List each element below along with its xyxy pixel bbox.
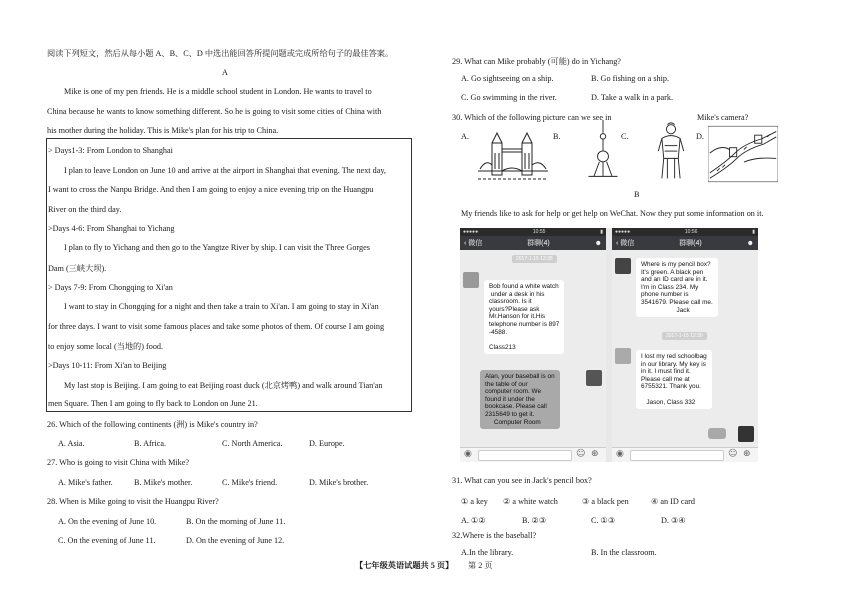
- q30-option-a[interactable]: A.: [461, 132, 469, 141]
- question-31: 31. What can you see in Jack's pencil box?: [452, 476, 592, 485]
- message-input[interactable]: [630, 450, 724, 461]
- emoji-icon[interactable]: ☺: [728, 449, 738, 459]
- message-input[interactable]: [478, 450, 572, 461]
- question-27: 27. Who is going to visit China with Mike?: [47, 458, 189, 467]
- q32-option-a[interactable]: A.In the library.: [461, 548, 514, 557]
- q31-option-a[interactable]: A. ①②: [461, 516, 486, 525]
- q26-option-d[interactable]: D. Europe.: [309, 439, 345, 448]
- status-bar: ●●●●● 10:56 ▮: [612, 228, 758, 236]
- plan-line: I plan to fly to Yichang and then go to the Yangtze River by ship. I can visit the Three Gorges: [64, 243, 370, 252]
- instructions: 阅读下列短文，然后从每小题 A、B、C、D 中选出能回答所提问题或完成所给句子的最佳答案。: [47, 49, 394, 58]
- plan-line: I want to stay in Chongqing for a night and then take a train to Xi'an. I am going to stay in Xi'an: [64, 302, 379, 311]
- wechat-screenshots: [460, 228, 758, 462]
- plus-icon[interactable]: ⊕: [591, 449, 599, 459]
- q26-option-a[interactable]: A. Asia.: [58, 439, 85, 448]
- q32-option-b[interactable]: B. In the classroom.: [591, 548, 657, 557]
- q31-item-1: ① a key: [461, 497, 488, 506]
- plan-heading-4: >Days 10-11: From Xi'an to Beijing: [48, 361, 167, 370]
- intro-line-1: Mike is one of my pen friends. He is a middle school student in London. He wants to travel to: [64, 87, 372, 96]
- message-jason-schoolbag[interactable]: I lost my red schoolbag in our library. My key is in it. I must find it. Please call me at 6755321. Thank you. Jason, Class 332: [636, 350, 712, 409]
- section-b-label: B: [634, 190, 640, 199]
- plan-heading-1: > Days1-3: From London to Shanghai: [48, 146, 173, 155]
- timestamp: 2017-1-15 12:30: [662, 332, 707, 340]
- pearl-tower-picture[interactable]: [568, 120, 638, 180]
- input-bar: [612, 447, 758, 462]
- question-30: 30. Which of the following picture can we see in: [452, 113, 612, 122]
- avatar[interactable]: [615, 258, 631, 274]
- q29-option-a[interactable]: A. Go sightseeing on a ship.: [461, 74, 554, 83]
- back-label: 微信: [620, 240, 635, 247]
- plan-line: My last stop is Beijing. I am going to eat Beijing roast duck (北京烤鸭) and walk around Tian'an: [64, 381, 383, 390]
- tower-bridge-picture[interactable]: [478, 128, 548, 188]
- q29-option-b[interactable]: B. Go fishing on a ship.: [591, 74, 670, 83]
- question-28: 28. When is Mike going to visit the Huangpu River?: [47, 497, 219, 506]
- q28-option-b[interactable]: B. On the morning of June 11.: [186, 517, 286, 526]
- voice-message[interactable]: [708, 428, 726, 439]
- nav-bar: [460, 236, 606, 250]
- q31-item-2: ② a white watch: [503, 497, 558, 506]
- status-bar: ●●●●● 10:55 ▮: [460, 228, 606, 236]
- q29-option-c[interactable]: C. Go swimming in the river.: [461, 93, 557, 102]
- intro-line-2: China because he wants to know something different. So he is going to visit some cities of China with: [47, 107, 382, 116]
- great-wall-picture[interactable]: [708, 124, 778, 184]
- plan-line: I want to cross the Nanpu Bridge. And then I am going to enjoy a nice evening trip on the Huangpu: [48, 185, 374, 194]
- question-26: 26. Which of the following continents (洲) is Mike's country in?: [47, 420, 258, 429]
- group-title: 群聊(4): [527, 240, 550, 247]
- emoji-icon[interactable]: ☺: [576, 449, 586, 459]
- plan-heading-3: > Days 7-9: From Chongqing to Xi'an: [48, 283, 173, 292]
- q31-item-3: ③ a black pen: [582, 497, 629, 506]
- q29-option-d[interactable]: D. Take a walk in a park.: [591, 93, 674, 102]
- intro-line-3: his mother during the holiday. This is Mike's plan for his trip to China.: [47, 126, 279, 135]
- q27-option-b[interactable]: B. Mike's mother.: [134, 478, 193, 487]
- timestamp: 2017-1-15 12:35: [512, 255, 557, 263]
- footer-title: 【七年级英语试题共 5 页】: [355, 561, 454, 570]
- q31-option-d[interactable]: D. ③④: [661, 516, 686, 525]
- plan-line: River on the third day.: [48, 205, 122, 214]
- plan-line: Dam (三峡大坝).: [48, 264, 107, 273]
- q30-option-d[interactable]: D.: [696, 132, 704, 141]
- back-button[interactable]: ‹ 微信: [616, 240, 635, 247]
- group-title: 群聊(4): [679, 240, 702, 247]
- plan-line: men Square. Then I am going to fly back to London on June 21.: [48, 399, 258, 408]
- section-a-label: A: [222, 68, 228, 77]
- q30-option-b[interactable]: B.: [553, 132, 561, 141]
- avatar[interactable]: [586, 370, 602, 386]
- plan-heading-2: >Days 4-6: From Shanghai to Yichang: [48, 224, 175, 233]
- plan-line: for three days. I want to visit some famous places and take some photos of them. Of course I am going: [48, 322, 385, 331]
- group-info-icon[interactable]: ☻: [594, 239, 602, 247]
- nav-bar: [612, 236, 758, 250]
- avatar[interactable]: [738, 426, 754, 442]
- q28-option-d[interactable]: D. On the evening of June 12.: [186, 536, 285, 545]
- message-alan-baseball[interactable]: Alan, your baseball is on the table of our computer room. We found it under the bookcase. Please call 2315649 to get it. Computer Room: [480, 370, 560, 429]
- q27-option-a[interactable]: A. Mike's father.: [58, 478, 113, 487]
- group-info-icon[interactable]: ☻: [746, 239, 754, 247]
- input-bar: [460, 447, 606, 462]
- q31-option-c[interactable]: C. ①③: [591, 516, 616, 525]
- q27-option-c[interactable]: C. Mike's friend.: [222, 478, 278, 487]
- plan-box: [46, 138, 412, 412]
- footer-page: 第 2 页: [468, 561, 493, 570]
- avatar[interactable]: [615, 348, 631, 364]
- back-button[interactable]: ‹ 微信: [464, 240, 483, 247]
- plan-line: to enjoy some local (当地的) food.: [48, 342, 164, 351]
- avatar[interactable]: [463, 272, 479, 288]
- q31-option-b[interactable]: B. ②③: [522, 516, 547, 525]
- plan-line: I plan to leave London on June 10 and arrive at the airport in Shanghai that evening. The next day,: [64, 166, 386, 175]
- q26-option-c[interactable]: C. North America.: [222, 439, 283, 448]
- phone-right: [612, 228, 758, 462]
- q26-option-b[interactable]: B. Africa.: [134, 439, 167, 448]
- b-intro: My friends like to ask for help or get help on WeChat. Now they put some information on it.: [461, 209, 764, 218]
- q28-option-a[interactable]: A. On the evening of June 10.: [58, 517, 157, 526]
- phone-left: [460, 228, 606, 462]
- back-label: 微信: [468, 240, 483, 247]
- q31-item-4: ④ an ID card: [651, 497, 695, 506]
- question-32: 32.Where is the baseball?: [452, 531, 537, 540]
- q27-option-d[interactable]: D. Mike's brother.: [309, 478, 369, 487]
- message-jack-pencil-box[interactable]: Where is my pencil box? It's green. A black pen and an ID card are in it. I'm in Class 234. My phone number is 3541679. Please call me. Jack: [636, 258, 718, 317]
- message-bob-watch[interactable]: Bob found a white watch under a desk in his classroom. Is it yours?Please ask Mr.Hanson for it.His telephone number is 897 -4588. Class213: [484, 280, 564, 354]
- question-30-end: Mike's camera?: [697, 113, 749, 122]
- plus-icon[interactable]: ⊕: [743, 449, 751, 459]
- q30-option-c[interactable]: C.: [621, 132, 629, 141]
- q28-option-c[interactable]: C. On the evening of June 11.: [58, 536, 156, 545]
- voice-icon[interactable]: ◉: [616, 449, 624, 459]
- voice-icon[interactable]: ◉: [464, 449, 472, 459]
- question-29: 29. What can Mike probably (可能) do in Yichang?: [452, 57, 621, 66]
- terracotta-warrior-picture[interactable]: [636, 122, 706, 182]
